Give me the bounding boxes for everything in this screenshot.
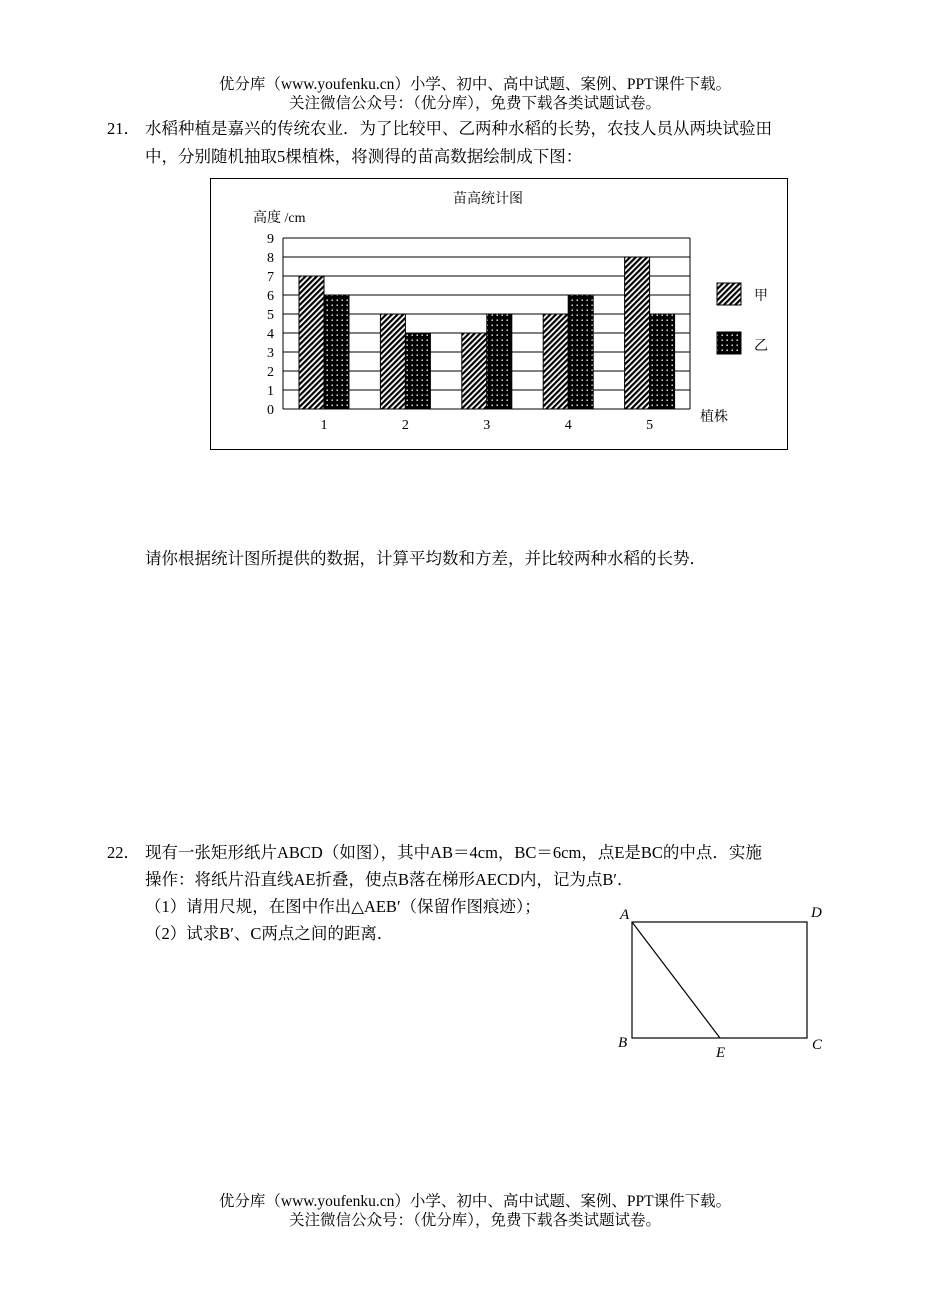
y-tick-label-4: 4 [267,327,274,342]
y-tick-label-6: 6 [267,289,274,304]
y-tick-label-8: 8 [267,251,274,266]
bar-1-2 [380,314,405,409]
q22-line-1: 现有一张矩形纸片ABCD（如图），其中AB＝4cm，BC＝6cm，点E是BC的中点．实施 [145,843,762,862]
x-tick-label-3: 3 [483,418,491,433]
q21-line-1: 水稻种植是嘉兴的传统农业．为了比较甲、乙两种水稻的长势，农技人员从两块试验田 [145,119,772,138]
y-tick-label-2: 2 [267,365,274,380]
y-tick-label-7: 7 [267,270,274,285]
q22-line-2: 操作：将纸片沿直线AE折叠，使点B落在梯形AECD内，记为点B′． [145,870,634,889]
q21-number: 21． [107,119,140,138]
q22-sub-2: （2）试求B′、C两点之间的距离． [145,924,394,943]
segment-ae [632,922,720,1038]
x-tick-label-2: 2 [401,418,409,433]
y-tick-label-5: 5 [267,308,274,323]
x-tick-label-1: 1 [320,418,328,433]
y-tick-label-1: 1 [267,384,274,399]
chart-y-axis-label: 高度 /cm [253,211,306,226]
bar-1-4 [543,314,568,409]
point-b-label: B [618,1035,628,1051]
x-tick-label-5: 5 [646,418,654,433]
footer-line-1: 优分库（www.youfenku.cn）小学、初中、高中试题、案例、PPT课件下载。 [218,1193,732,1210]
x-tick-label-4: 4 [564,418,572,433]
chart-title: 苗高统计图 [453,192,523,207]
seedling-height-chart [210,178,789,451]
q22-number: 22． [107,843,140,862]
bar-2-5 [650,314,675,409]
q21-line-2: 中，分别随机抽取5棵植株，将测得的苗高数据绘制成下图： [145,147,583,166]
y-tick-label-9: 9 [267,232,274,247]
point-e-label: E [716,1045,726,1061]
header-line-1: 优分库（www.youfenku.cn）小学、初中、高中试题、案例、PPT课件下载。 [218,76,732,93]
point-d-label: D [811,905,822,921]
legend-swatch-series-2 [717,332,741,354]
legend-label-series-1: 甲 [754,289,768,304]
bar-1-1 [299,276,324,409]
q21-question: 请你根据统计图所提供的数据，计算平均数和方差，并比较两种水稻的长势． [145,549,706,568]
bar-2-1 [324,295,349,409]
q22-sub-1: （1）请用尺规，在图中作出△AEB′（保留作图痕迹）； [145,897,541,916]
bar-1-5 [625,257,650,409]
bar-2-2 [405,333,430,409]
y-tick-label-0: 0 [267,403,274,418]
bar-2-3 [487,314,512,409]
legend-label-series-2: 乙 [754,339,768,354]
point-a-label: A [620,907,630,923]
rectangle-abcd [632,922,807,1038]
chart-x-axis-label: 植株 [700,410,728,425]
legend-swatch-series-1 [717,283,741,305]
point-c-label: C [812,1037,823,1053]
bar-1-3 [462,333,487,409]
y-tick-label-3: 3 [267,346,274,361]
header-line-2: 关注微信公众号：（优分库），免费下载各类试题试卷。 [288,95,661,112]
bar-2-4 [568,295,593,409]
footer-line-2: 关注微信公众号：（优分库），免费下载各类试题试卷。 [288,1212,661,1229]
